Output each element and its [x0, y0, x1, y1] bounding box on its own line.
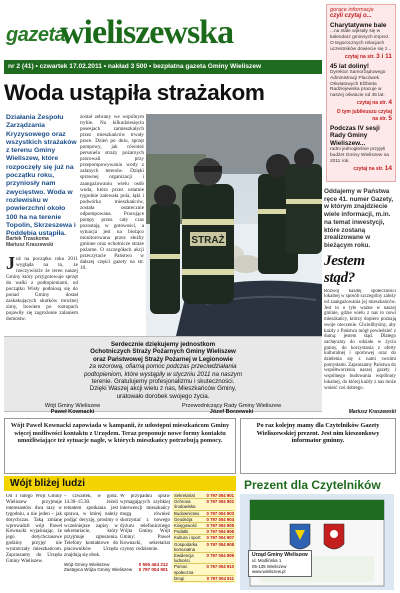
thanks-line: terenie. Gratulujemy profesjonalizmu i skuteczności.	[91, 378, 235, 386]
teaser-page-ref: czytaj na str. 14	[353, 164, 392, 172]
contact-row: Podatki 0 797 004 906	[174, 529, 234, 535]
signer: Wójt Gminy Wieliszew Paweł Kownacki	[44, 403, 101, 416]
teaser-text: ...na stałe wpisały się w kalendarz gminnych imprez. O tegorocznych relacjach uczestników dowiecie się z...	[330, 29, 392, 52]
thanks-line: Ochotniczych Straży Pożarnych Gminy Wieliszew	[90, 348, 236, 356]
opinion-title: Jestem stąd?	[324, 252, 365, 286]
thanks-line: za wzorową, ofiarną pomoc podczas przeciwdziałania	[89, 363, 237, 371]
contact-row: Drogi 0 797 004 911	[174, 575, 234, 581]
contact-row: Sekretariat 0 797 004 901	[174, 493, 234, 498]
contact-row: Geodezja 0 797 004 904	[174, 516, 234, 522]
teaser-item[interactable]	[330, 22, 392, 60]
article-author: Bartek Trzaskoma Mariusz Kraszewski	[6, 236, 54, 248]
teaser-item[interactable]	[330, 63, 392, 106]
wojt-column-1: Od 1 lutego Wójt Gminy Wieliszew przyjmuje interesantów dwa razy w tygodniu, a nie jeden – jak dotychczas. Taką zmianę wprowadził wójt Paweł Kownacki wyjaśniając, że jego dotychczasowe godziny przyjęć nie wystarczały mieszkańcom. Zapraszamy do Urzędu Gminy Wieliszew.	[6, 494, 62, 564]
promo-caption: Urząd Gminy Wieliszew ul. Modlińska 1 05-135 Wieliszew www.wieliszew.pl	[248, 550, 312, 577]
wojt-column-3: W przypadku spraw wymagających szybkiej interwencji mieszkańcy mogą również skorzystać z nowego dyżuru telefonicznego Wójta Gminy. Wójt Gminy: Paweł Kownacki, sekretariat czynny codziennie.	[120, 494, 170, 553]
thanks-signers	[4, 403, 322, 415]
firefighters-photo-illustration	[146, 114, 322, 336]
teaser-item[interactable]	[330, 109, 392, 122]
drop-cap: J	[6, 256, 15, 273]
main-headline: Woda ustąpiła strażakom	[4, 80, 265, 105]
contact-row: Budownictwo 0 797 004 903	[174, 510, 234, 516]
brand-prefix: gazeta	[6, 24, 66, 46]
signer: Przewodniczący Rady Gminy Wieliszew Józef Borzewski	[181, 403, 282, 416]
teaser-sidebar	[326, 4, 396, 182]
article-lead: Działania Zespołu Zarządzania Kryzysowego oraz wszystkich strażaków z terenu Gminy Wieliszew, które rozpoczęły się już na początku roku, przyniosły nam zwycięstwo. Woda w rozlewisku w powierzchni około 100 ha na terenie Topolin, Skrzeszewa i Poddębia ustąpiła.	[6, 114, 77, 238]
teaser-text: radni jednogłośnie przyjęli budżet Gminy Wieliszew na 2011 rok.	[330, 147, 389, 164]
teaser-item[interactable]	[330, 125, 392, 172]
teaser-page-ref: O tym jubileuszu czytaj na str. 5	[336, 108, 392, 122]
invite-box: Wójt Paweł Kownacki zapowiada w kampanii, że udostępni mieszkańcom Gminy więcej możliwości kontaktu z Urzędem. Teraz proponuje nowe formy kontaktu umożliwiające też sytuacje nagłe, w których mieszkańcy potrzebują pomocy.	[4, 418, 236, 474]
promo-box	[240, 418, 396, 590]
brand-name: wieliszewska	[60, 14, 234, 51]
thanks-line: Serdecznie dziękujemy jednostkom	[110, 341, 216, 348]
contact-phones	[64, 562, 168, 573]
promo-booklet-image	[240, 494, 394, 590]
thanks-box	[4, 336, 322, 416]
opinion-column	[324, 188, 396, 415]
article-column-1-text: uż na początku roku 2011 wygląda na to, że rzeczywiście że teren naszej Gminy który przygotowuje sprzęt do walki z podtopieniami, od początku Wisły podniosą się do ponad Gminy dostał zaskakujących skutków mroźnej zimy, bowiem po roztopach pojawiły się zagrożenie zalaniem domostw.	[6, 256, 78, 323]
teaser-title: Podczas IV sesji Rady Gminy Wieliszew...	[330, 124, 380, 147]
contact-table	[172, 492, 236, 583]
contact-row: Ewidencja ludności 0 797 004 909	[174, 553, 234, 564]
contact-row: Księgowość 0 797 004 905	[174, 523, 234, 529]
jacket-label: STRAŻ	[191, 235, 225, 246]
issue-info-bar: nr 2 (41) • czwartek 17.02.2011 • nakład 3 500 • bezpłatna gazeta Gminy Wieliszew	[4, 60, 322, 74]
contact-row: Kultura i sport 0 797 004 907	[174, 535, 234, 541]
contact-phone-row: Zastępca Wójta Gminy Wieliszew 0 797 004 901	[64, 567, 168, 573]
opinion-lead: Oddajemy w Państwa ręce 41. numer Gazety, w którym znajdziecie wiele informacji, m.in. na temat inwestycji, które zostaną zrealizowane w bieżącym roku.	[324, 188, 394, 249]
article-column-2: został zebrany we wspólnym trybie. Na kilkudziesięciu posesjach zamieszkałych przez mieszkańców trwały prace. Dzień po dniu, sprzęt pompowy, jak również personelu straży pożarnych pracowali przy przepompowywaniu wody z zalanych terenów. Dzięki sprawnej organizacji i zaangażowaniu wielu osób woda, która przez ostatnie tygodnie zalewała pola, łąki i podwórka mieszkańców, została ostatecznie odpompowana. Pracujące pompy przez cały czas pozostają w gotowości, a sytuacja jest na bieżąco monitorowana przez służby gminne oraz ochotnicze straże pożarne. O szczegółach akcji przeczytacie Państwo w dalszej części gazety na str. 10.	[80, 114, 144, 272]
promo-intro: Po raz kolejny mamy dla Czytelników Gazety Wieliszewskiej prezent. Jest nim kieszonkowy informator gminny.	[240, 418, 396, 474]
wojt-column-2: – czwartek, w godz. 14.30–15.30. Jeżeli tematem spotkania jest sprawa, w której należy podjąć decyzję, prosimy o wcześniejsze zapisy w sekretariacie, który przyjmuje zgłoszenia. Telefony kontaktowe do pracowników Urzędu znajdują się obok.	[64, 494, 118, 559]
thanks-line: uratowało dorobek swojego życia.	[116, 392, 210, 400]
contact-row: Ochrona środowiska 0 797 004 902	[174, 499, 234, 510]
opinion-author: Mariusz Kraszewski	[348, 408, 396, 415]
teaser-heading: gorące informacje	[330, 7, 374, 13]
opinion-text: Rozwój każdej społeczności lokalnej w sposób szczególny zależy od zaangażowania jej mieszkańców. Jest to o tyle ważne w naszej gminie, gdzie wielu z nas to nowi mieszkańcy, którzy dopiero poznają swoje otoczenie. Chcielibyśmy, aby każdy z Państwa mógł powiedzieć z dumą: jestem stąd. Dlatego zachęcamy do udziału w życiu gminy, do korzystania z oferty kulturalnej i sportowej oraz do dzielenia się z nami swoimi pomysłami. Zapraszamy Państwa do współtworzenia naszej gazety i wspólnego budowania wspólnoty lokalnej, do której każdy z nas może wnieść coś dobrego.	[324, 288, 396, 391]
thanks-line: podtopieniom, które wystąpiły w styczniu 2011 na naszym	[83, 370, 243, 378]
teaser-page-ref: czytaj na str. 3 i 11	[344, 52, 392, 60]
teaser-subheading: czyli czytaj o...	[330, 13, 372, 19]
thanks-line: oraz Państwowej Straży Pożarnej w Legionowie	[93, 355, 233, 363]
masthead	[4, 4, 322, 74]
promo-title: Prezent dla Czytelników	[244, 478, 381, 492]
teaser-page-ref: czytaj na str. 4	[356, 98, 392, 106]
teaser-text: Dyrektor Samorządowego Administracji Placówek Oświatowych Elżbieta Radziejewska pracuje w naszej oświacie od 45 lat.	[330, 70, 386, 99]
contact-phone-row: Wójt Gminy Wieliszew 0 505 464 212	[64, 562, 168, 567]
teaser-title: Charytatywne bale	[330, 22, 387, 29]
article-column-1	[6, 256, 78, 336]
section-title-wojt: Wójt bliżej ludzi	[4, 476, 236, 491]
contact-row: Gospodarka komunalna 0 797 004 908	[174, 541, 234, 552]
teaser-title: 45 lat doliny!	[330, 62, 370, 70]
firefighters-photo	[146, 114, 322, 336]
thanks-line: Dzięki Waszej akcji wielu z nas, Mieszkańców Gminy,	[89, 385, 237, 393]
contact-row: Pomoc społeczna 0 797 004 910	[174, 564, 234, 575]
